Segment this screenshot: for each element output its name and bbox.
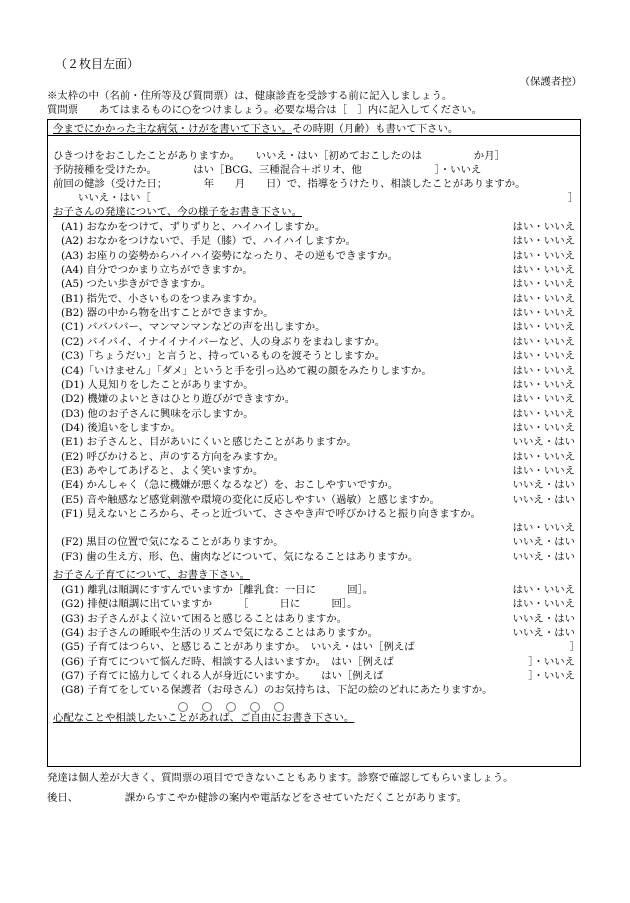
answer-options[interactable]: いいえ・はい [512,626,575,639]
parenting-heading: お子さん子育てについて、お書き下さい。 [53,569,251,581]
answer-options[interactable]: はい・いいえ [512,407,575,420]
question-text: (G3) お子さんがよく泣いて困ると感じることはありますか。 [61,612,348,625]
answer-options[interactable]: はい・いいえ [512,264,575,277]
question-text: (E1) お子さんと、目があいにくいと感じたことがありますか。 [61,436,357,449]
answer-options[interactable]: はい・いいえ [512,292,575,305]
answer-options[interactable]: はい・いいえ [512,321,575,334]
answer-options[interactable]: はい・いいえ [512,584,575,596]
question-text: (G1) 離乳は順調にすすんでいますか［離乳食：一日に 回］。 [61,584,374,596]
question-text: (D1) 人見知りをしたことがありますか。 [61,378,254,391]
answer-options[interactable]: ］・いいえ [528,655,575,668]
question-text: (C1) ババババー、マンマンマンなどの声を出しますか。 [61,321,326,334]
answer-options[interactable]: はい・いいえ [512,350,575,363]
question-text: (G8) 子育てをしている保護者（お母さん）のお気持ちは、下記の絵のどれにあたりますか。 [61,684,493,697]
footer-contact: 後日、 課からすこやか健診の案内や電話などをさせていただくことがあります。 [47,792,467,804]
answer-options[interactable]: いいえ・はい [512,479,575,492]
question-text: (A5) つたい歩きができますか。 [61,278,212,291]
answer-options[interactable]: はい・いいえ [512,598,575,611]
question-text: (D4) 後追いをしますか。 [61,421,181,434]
copy-label: （保護者控） [519,76,582,88]
question-text: (G5) 子育てはつらい、と感じることがありますか。 いいえ・はい［例えば [61,641,415,654]
worries-heading: 心配なことや相談したいことがあれば、ご自由にお書き下さい。 [53,712,355,724]
question-text: (A2) おなかをつけないで、手足（膝）で、ハイハイしますか。 [61,235,357,248]
answer-options[interactable]: はい・いいえ [512,522,575,534]
answer-options[interactable]: はい・いいえ [512,364,575,377]
section-divider [47,135,581,136]
question-text: (A4) 自分でつかまり立ちができますか。 [61,264,253,277]
footer-note: 発達は個人差が大きく、質問票の項目でできないこともあります。診察で確認してもらいましょう。 [47,772,514,784]
question-text: (G4) お子さんの睡眠や生活のリズムで気になることはありますか。 [61,626,379,639]
mood-face-icon[interactable] [178,702,188,712]
question-text: (F3) 歯の生え方、形、色、歯肉などについて、気になることはありますか。 [61,550,419,563]
question-text: (A3) お座りの姿勢からハイハイ姿勢になったり、その逆もできますか。 [61,249,399,262]
convulsion-question: ひきつけをおこしたことがありますか。 いいえ・はい［初めておこしたのは か月］ [53,150,505,162]
mood-face-icon[interactable] [250,702,260,712]
page-label: （２枚目左面） [55,57,140,71]
answer-options[interactable]: はい・いいえ [512,221,575,233]
answer-options[interactable]: いいえ・はい [512,493,575,506]
previous-checkup-close: ］ [568,192,579,204]
answer-options[interactable]: はい・いいえ [512,307,575,320]
question-text: (F1) 見えないところから、そっと近づいて、ささやき声で呼びかけると振り向きますか。 [61,508,481,520]
question-text: (E3) あやしてあげると、よく笑いますか。 [61,464,264,477]
vaccine-question: 予防接種を受けたか。 はい［BCG、三種混合＋ポリオ、他 ］・いいえ [53,164,482,176]
answer-options[interactable]: はい・いいえ [512,249,575,262]
question-text: (G2) 排便は順調に出ていますか ［ 日に 回］。 [61,598,358,611]
question-text: (D2) 機嫌のよいときはひとり遊びができますか。 [61,393,296,406]
previous-checkup-question: 前回の健診（受けた日； 年 月 日）で、指導をうけたり、相談したことがありますか。 [53,178,526,190]
question-text: (G7) 子育てに協力してくれる人が身近にいますか。 はい［例えば [61,669,384,682]
illness-heading: 今までにかかった主な病気・けがを書いて下さい。その時期（月齢）も書いて下さい。 [53,123,459,135]
answer-options[interactable]: はい・いいえ [512,378,575,391]
question-text: (F2) 黒目の位置で気になることがありますか。 [61,536,284,549]
question-text: (B2) 器の中から物を出すことができますか。 [61,307,274,320]
form-instruction: 質問票 あてはまるものに○をつけましょう。必要な場合は［ ］内に記入してください。 [47,104,483,116]
mood-face-icon[interactable] [226,702,236,712]
development-heading: お子さんの発達について、今の様子をお書き下さい。 [53,206,302,218]
question-text: (C4)「いけません」「ダメ」というと手を引っ込めて親の顔をみたりしますか。 [61,364,432,377]
answer-options[interactable]: はい・いいえ [512,235,575,248]
previous-checkup-answer: いいえ・はい［ [78,192,151,204]
mood-face-icon[interactable] [202,702,212,712]
answer-options[interactable]: いいえ・はい [512,612,575,625]
answer-options[interactable]: ］ [569,641,580,654]
question-text: (B1) 指先で、小さいものをつまみますか。 [61,292,264,305]
answer-options[interactable]: ］・いいえ [528,669,575,682]
question-text: (G6) 子育てについて悩んだ時、相談する人はいますか。 はい［例えば [61,655,394,668]
mood-face-icon[interactable] [274,702,284,712]
question-text: (A1) おなかをつけて、ずりずりと、ハイハイしますか。 [61,221,326,233]
form-note: ※太枠の中（名前・住所等及び質問票）は、健康診査を受診する前に記入しましょう。 [47,90,453,102]
question-text: (C3)「ちょうだい」と言うと、持っているものを渡そうとしますか。 [61,350,385,363]
question-text: (E2) 呼びかけると、声のする方向をみますか。 [61,450,285,463]
answer-options[interactable]: はい・いいえ [512,335,575,348]
answer-options[interactable]: いいえ・はい [512,536,575,549]
answer-options[interactable]: いいえ・はい [512,550,575,563]
answer-options[interactable]: はい・いいえ [512,450,575,463]
answer-options[interactable]: はい・いいえ [512,393,575,406]
question-text: (E4) かんしゃく（急に機嫌が悪くなるなど）を、おこしやすいですか。 [61,479,399,492]
question-text: (D3) 他のお子さんに興味を示しますか。 [61,407,254,420]
answer-options[interactable]: はい・いいえ [512,464,575,477]
question-text: (C2) バイバイ、イナイイナイバーなど、人の身ぶりをまねしますか。 [61,335,385,348]
answer-options[interactable]: いいえ・はい [512,436,575,449]
answer-options[interactable]: はい・いいえ [512,278,575,291]
answer-options[interactable]: はい・いいえ [512,421,575,434]
question-text: (E5) 音や触感など感覚刺激や環境の変化に反応しやすい（過敏）と感じますか。 [61,493,440,506]
